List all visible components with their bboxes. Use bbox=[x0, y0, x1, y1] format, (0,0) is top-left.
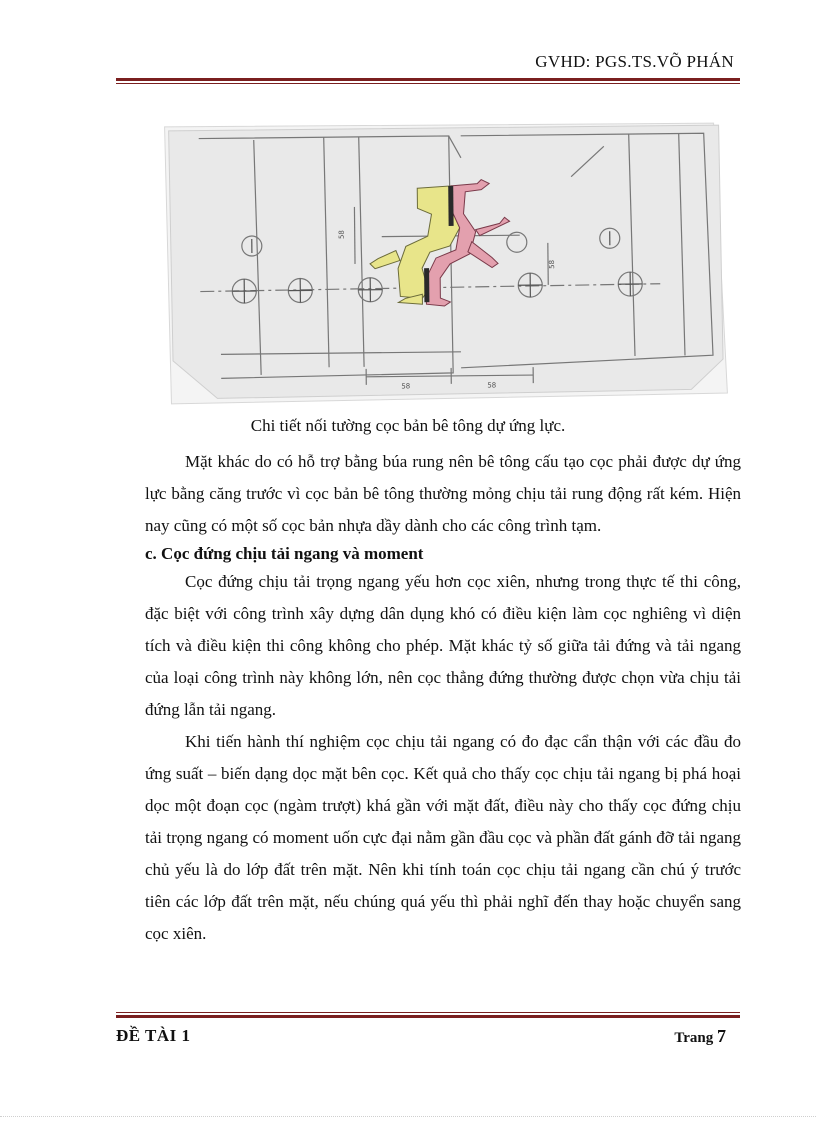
paragraph-3: Khi tiến hành thí nghiệm cọc chịu tải ngang có đo đạc cẩn thận với các đầu đo ứng suất – biến dạng dọc mặt bên cọc. Kết quả cho thấy cọc chịu tải ngang bị phá hoại dọc một đoạn cọc (ngàm trượt) khá gần với mặt đất, điều này cho thấy cọc đứng chịu tải trọng ngang có moment uốn cực đại nằm gần đầu cọc và phần đất gánh đỡ tải ngang chủ yếu là do lớp đất trên mặt. Nên khi tính toán cọc chịu tải ngang cần chú ý trước tiên các lớp đất trên mặt, nếu chúng quá yếu thì phải nghĩ đến thay hoặc chuyển sang cọc xiên. bbox=[145, 732, 741, 943]
page-number: 7 bbox=[717, 1026, 726, 1046]
body-text bbox=[145, 446, 741, 950]
dim-label-4: 58 bbox=[547, 259, 557, 269]
header-advisor: GVHD: PGS.TS.VÕ PHÁN bbox=[535, 52, 734, 71]
dim-label-2: 58 bbox=[487, 381, 497, 390]
dim-label-3: 58 bbox=[337, 230, 346, 240]
figure-caption: Chi tiết nối tường cọc bản bê tông dự ứng lực. bbox=[250, 416, 566, 435]
page-bottom-dotted-line bbox=[0, 1116, 816, 1117]
footer-rule bbox=[116, 1012, 740, 1018]
pile-joint-figure bbox=[159, 115, 730, 407]
section-heading-c: c. Cọc đứng chịu tải ngang và moment bbox=[145, 544, 424, 563]
footer-topic: ĐỀ TÀI 1 bbox=[116, 1026, 191, 1045]
dim-label-1: 58 bbox=[401, 382, 411, 391]
header-rule bbox=[116, 78, 740, 84]
footer-page bbox=[674, 1026, 726, 1047]
paragraph-2: Cọc đứng chịu tải trọng ngang yếu hơn cọc xiên, nhưng trong thực tế thi công, đặc biệt với công trình xây dựng dân dụng khó có điều kiện làm cọc nghiêng vì diện tích và điều kiện thi công không cho phép. Mặt khác tỷ số giữa tải đứng và tải ngang của loại công trình này không lớn, nên cọc thẳng đứng thường được chọn vừa chịu tải đứng lẫn tải ngang. bbox=[145, 572, 741, 719]
paragraph-1: Mặt khác do có hỗ trợ bằng búa rung nên bê tông cấu tạo cọc phải được dự ứng lực bằng căng trước vì cọc bản bê tông thường mỏng chịu tải rung động rất kém. Hiện nay cũng có một số cọc bản nhựa dầy dành cho các công trình tạm. bbox=[145, 452, 741, 535]
page-label: Trang bbox=[674, 1030, 714, 1046]
